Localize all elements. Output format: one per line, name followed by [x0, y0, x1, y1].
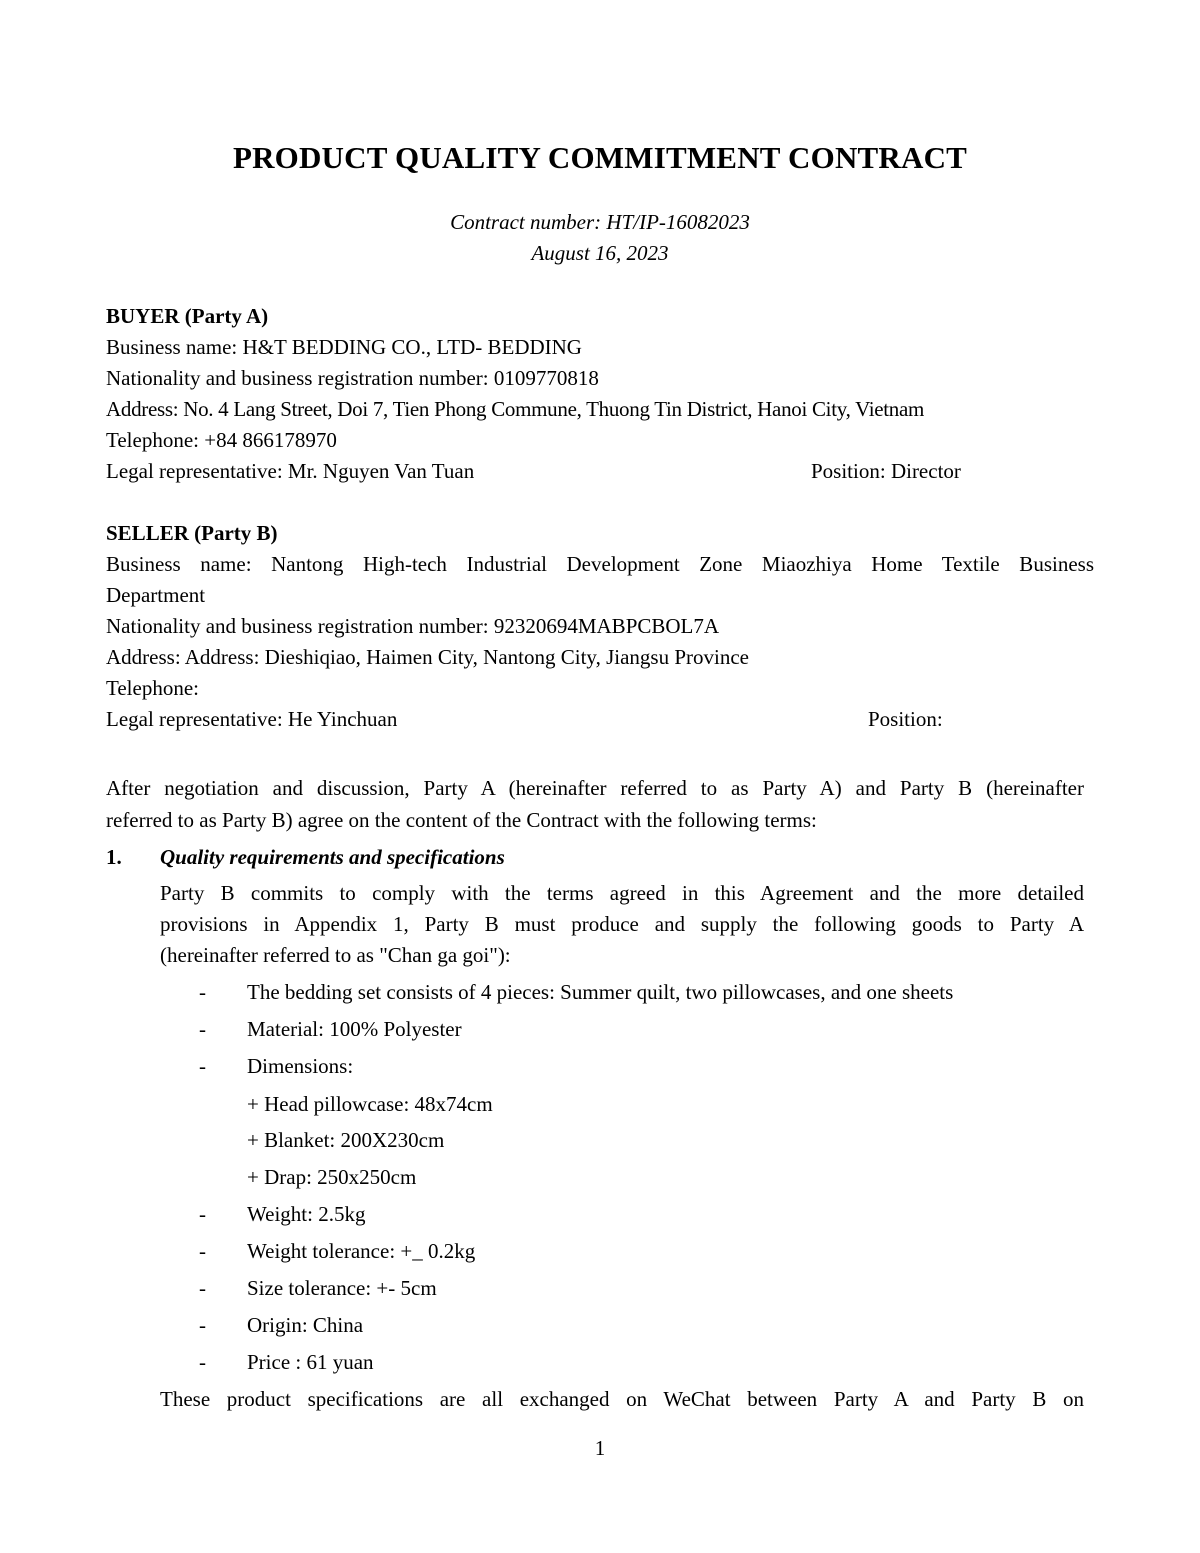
contract-date: August 16, 2023 [531, 241, 669, 265]
list-item-price: Price : 61 yuan [247, 1350, 374, 1374]
seller-registration: Nationality and business registration number: 92320694MABPCBOL7A [106, 614, 720, 638]
seller-telephone: Telephone: [106, 676, 199, 700]
contract-number: Contract number: HT/IP-16082023 [450, 210, 750, 234]
list-item-origin: Origin: China [247, 1313, 364, 1337]
list-dash: - [199, 1202, 206, 1226]
buyer-address: Address: No. 4 Lang Street, Doi 7, Tien Phong Commune, Thuong Tin District, Hanoi City, Vietnam [106, 397, 925, 421]
list-dash: - [199, 1313, 206, 1337]
list-item-dimensions: Dimensions: [247, 1054, 354, 1078]
seller-business-name: Business name: Nantong High-tech Industrial Development Zone Miaozhiya Home Textile Business [106, 552, 1094, 576]
list-dash: - [199, 1017, 206, 1041]
seller-address: Address: Address: Dieshiqiao, Haimen City, Nantong City, Jiangsu Province [106, 645, 749, 669]
list-dash: - [199, 1276, 206, 1300]
section-1-para-line-1: Party B commits to comply with the terms agreed in this Agreement and the more detailed [160, 881, 1084, 905]
section-1-title: Quality requirements and specifications [160, 845, 505, 869]
buyer-telephone: Telephone: +84 866178970 [106, 428, 337, 452]
seller-legal-rep: Legal representative: He Yinchuan [106, 707, 398, 731]
intro-line-1: After negotiation and discussion, Party A (hereinafter referred to as Party A) and Party B (hereinafter [106, 776, 1084, 800]
list-dash: - [199, 1054, 206, 1078]
intro-line-2: referred to as Party B) agree on the content of the Contract with the following terms: [106, 808, 817, 832]
buyer-business-name: Business name: H&T BEDDING CO., LTD- BEDDING [106, 335, 582, 359]
seller-position: Position: [868, 707, 943, 731]
list-item-size-tolerance: Size tolerance: +- 5cm [247, 1276, 437, 1300]
buyer-registration: Nationality and business registration number: 0109770818 [106, 366, 599, 390]
seller-heading: SELLER (Party B) [106, 521, 278, 545]
page-number: 1 [594, 1436, 606, 1460]
list-item-material: Material: 100% Polyester [247, 1017, 462, 1041]
buyer-position: Position: Director [811, 459, 961, 483]
list-item-bedding-set: The bedding set consists of 4 pieces: Summer quilt, two pillowcases, and one sheets [247, 980, 954, 1004]
list-item-weight: Weight: 2.5kg [247, 1202, 366, 1226]
section-1-closing-line: These product specifications are all exchanged on WeChat between Party A and Party B on [160, 1387, 1084, 1411]
section-1-heading [106, 845, 505, 870]
buyer-heading: BUYER (Party A) [106, 304, 269, 328]
buyer-legal-rep: Legal representative: Mr. Nguyen Van Tuan [106, 459, 475, 483]
list-item-weight-tolerance: Weight tolerance: +_ 0.2kg [247, 1239, 476, 1263]
list-dash: - [199, 980, 206, 1004]
list-dash: - [199, 1350, 206, 1374]
list-item-pillowcase: + Head pillowcase: 48x74cm [247, 1092, 493, 1116]
list-item-blanket: + Blanket: 200X230cm [247, 1128, 445, 1152]
section-1-number: 1. [106, 845, 122, 869]
list-item-drap: + Drap: 250x250cm [247, 1165, 417, 1189]
contract-title: PRODUCT QUALITY COMMITMENT CONTRACT [232, 140, 968, 175]
list-dash: - [199, 1239, 206, 1263]
seller-business-name-cont: Department [106, 583, 206, 607]
section-1-para-line-2: provisions in Appendix 1, Party B must produce and supply the following goods to Party A [160, 912, 1084, 936]
section-1-para-line-3: (hereinafter referred to as "Chan ga goi"): [160, 943, 511, 967]
